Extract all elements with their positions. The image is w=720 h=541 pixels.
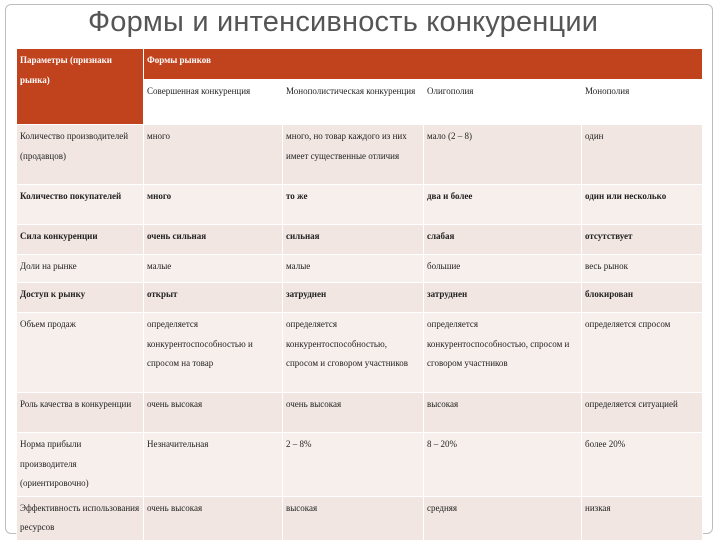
header-params: Параметры (признаки рынка) (17, 49, 144, 125)
table-cell: открыт (144, 283, 283, 313)
table-cell: мало (2 – 8) (424, 125, 582, 185)
table-cell: отсутствует (582, 225, 703, 255)
table-cell: низкая (582, 496, 703, 540)
table-row (17, 496, 703, 540)
table-row (17, 185, 703, 225)
table-cell: определяется ситуацией (582, 393, 703, 433)
table-cell: затруднен (424, 283, 582, 313)
table-cell: весь рынок (582, 255, 703, 283)
row-param: Сила конкуренции (17, 225, 144, 255)
slide-title: Формы и интенсивность конкуренции (88, 6, 599, 38)
table-cell: высокая (283, 496, 424, 540)
table-cell: очень сильная (144, 225, 283, 255)
table-cell: малые (283, 255, 424, 283)
column-header: Олигополия (424, 80, 582, 125)
table-row (17, 125, 703, 185)
row-param: Количество производителей (продавцов) (17, 125, 144, 185)
table-cell: много (144, 125, 283, 185)
table-row (17, 225, 703, 255)
table-cell: очень высокая (283, 393, 424, 433)
row-param: Норма прибыли производителя (ориентировочно) (17, 433, 144, 497)
table-cell: большие (424, 255, 582, 283)
table-cell: 8 – 20% (424, 433, 582, 497)
row-param: Количество покупателей (17, 185, 144, 225)
column-header: Монополистическая конкуренция (283, 80, 424, 125)
row-param: Эффективность использования ресурсов (17, 496, 144, 540)
table-row (17, 313, 703, 393)
table-cell: сильная (283, 225, 424, 255)
table-row (17, 255, 703, 283)
table-cell: малые (144, 255, 283, 283)
table-cell: определяется конкурентоспособностью и спросом на товар (144, 313, 283, 393)
table-cell: затруднен (283, 283, 424, 313)
row-param: Доступ к рынку (17, 283, 144, 313)
table-cell: много, но товар каждого из них имеет существенные отличия (283, 125, 424, 185)
table-cell: блокирован (582, 283, 703, 313)
table-cell: один (582, 125, 703, 185)
table-row (17, 433, 703, 497)
row-param: Роль качества в конкуренции (17, 393, 144, 433)
table-row (17, 283, 703, 313)
table-cell: один или несколько (582, 185, 703, 225)
table-cell: два и более (424, 185, 582, 225)
column-header: Совершенная конкуренция (144, 80, 283, 125)
table-row (17, 393, 703, 433)
table-cell: высокая (424, 393, 582, 433)
table-cell: слабая (424, 225, 582, 255)
column-header: Монополия (582, 80, 703, 125)
row-param: Доли на рынке (17, 255, 144, 283)
table-cell: то же (283, 185, 424, 225)
row-param: Объем продаж (17, 313, 144, 393)
header-forms: Формы рынков (144, 49, 703, 80)
table-cell: средняя (424, 496, 582, 540)
competition-table (16, 48, 703, 541)
table-cell: определяется спросом (582, 313, 703, 393)
table-cell: более 20% (582, 433, 703, 497)
table-cell: определяется конкурентоспособностью, спросом и сговором участников (424, 313, 582, 393)
table-cell: очень высокая (144, 496, 283, 540)
table-cell: очень высокая (144, 393, 283, 433)
table-cell: 2 – 8% (283, 433, 424, 497)
table-cell: много (144, 185, 283, 225)
table-cell: Незначительная (144, 433, 283, 497)
table-cell: определяется конкурентоспособностью, спросом и сговором участников (283, 313, 424, 393)
